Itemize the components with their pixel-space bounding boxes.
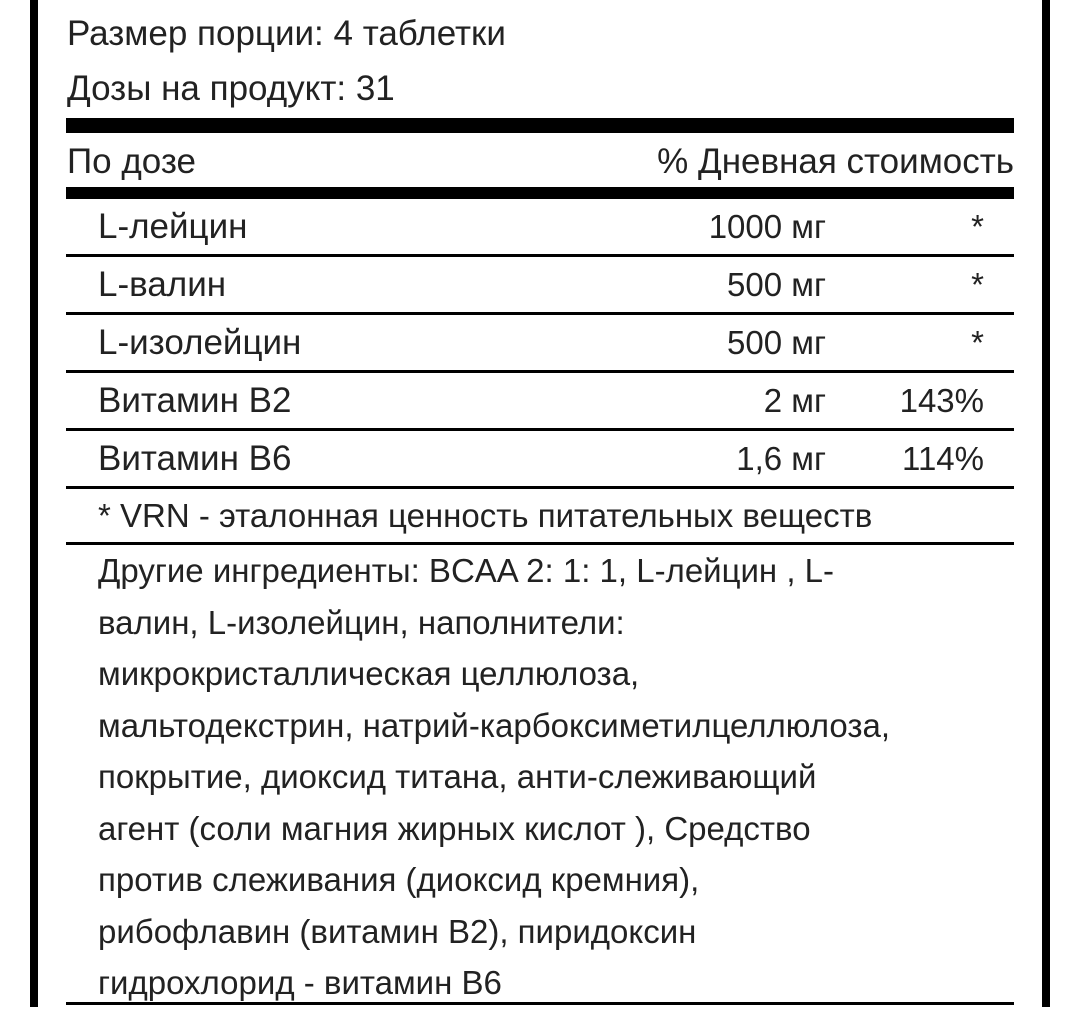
ingredients-line: валин, L-изолейцин, наполнители: xyxy=(98,603,625,641)
thick-divider-top xyxy=(66,118,1014,133)
nutrient-name: Витамин B2 xyxy=(98,381,292,420)
nutrient-name: L-валин xyxy=(98,265,227,304)
thick-divider-header xyxy=(66,187,1014,199)
ingredients-line: рибофлавин (витамин B2), пиридоксин xyxy=(98,912,697,950)
label-border-left xyxy=(30,0,38,1007)
table-row xyxy=(66,315,1014,373)
ingredients-line: Другие ингредиенты: BCAA 2: 1: 1, L-лейцин , L- xyxy=(98,552,835,589)
ingredients-line: микрокристаллическая целлюлоза, xyxy=(98,655,640,692)
daily-value-footnote: * VRN - эталонная ценность питательных веществ xyxy=(98,497,873,534)
table-row xyxy=(66,373,1014,431)
nutrient-daily-value: * xyxy=(971,208,984,245)
ingredients-line: гидрохлорид - витамин B6 xyxy=(98,964,502,1001)
nutrient-name: L-лейцин xyxy=(98,207,248,246)
nutrient-daily-value: * xyxy=(971,324,984,361)
nutrient-name: Витамин B6 xyxy=(98,439,292,478)
nutrient-amount: 1000 мг xyxy=(708,208,826,245)
nutrient-amount: 500 мг xyxy=(727,324,826,361)
serving-size: Размер порции: 4 таблетки xyxy=(67,14,506,53)
nutrient-daily-value: 143% xyxy=(899,382,984,419)
ingredients-line: против слеживания (диоксид кремния), xyxy=(98,861,700,898)
column-header-per-dose: По дозе xyxy=(67,142,196,181)
label-border-right xyxy=(1042,0,1050,1007)
ingredients-line: мальтодекстрин, натрий-карбоксиметилцеллюлоза, xyxy=(98,706,891,744)
nutrient-amount: 2 мг xyxy=(763,382,826,419)
ingredients-line: покрытие, диоксид титана, анти-слеживающий xyxy=(98,758,817,795)
nutrient-daily-value: * xyxy=(971,266,984,303)
nutrient-daily-value: 114% xyxy=(902,440,984,477)
other-ingredients xyxy=(98,545,998,1009)
row-divider xyxy=(66,486,1014,489)
table-row xyxy=(66,431,1014,489)
table-row xyxy=(66,257,1014,315)
column-header-daily-value: % Дневная стоимость xyxy=(657,142,1014,181)
nutrient-name: L-изолейцин xyxy=(98,323,302,362)
bottom-divider xyxy=(66,1002,1014,1005)
nutrient-amount: 500 мг xyxy=(727,266,826,303)
servings-per-container: Дозы на продукт: 31 xyxy=(67,69,395,108)
nutrient-amount: 1,6 мг xyxy=(736,440,826,477)
table-row xyxy=(66,199,1014,257)
ingredients-line: агент (соли магния жирных кислот ), Средство xyxy=(98,809,811,847)
